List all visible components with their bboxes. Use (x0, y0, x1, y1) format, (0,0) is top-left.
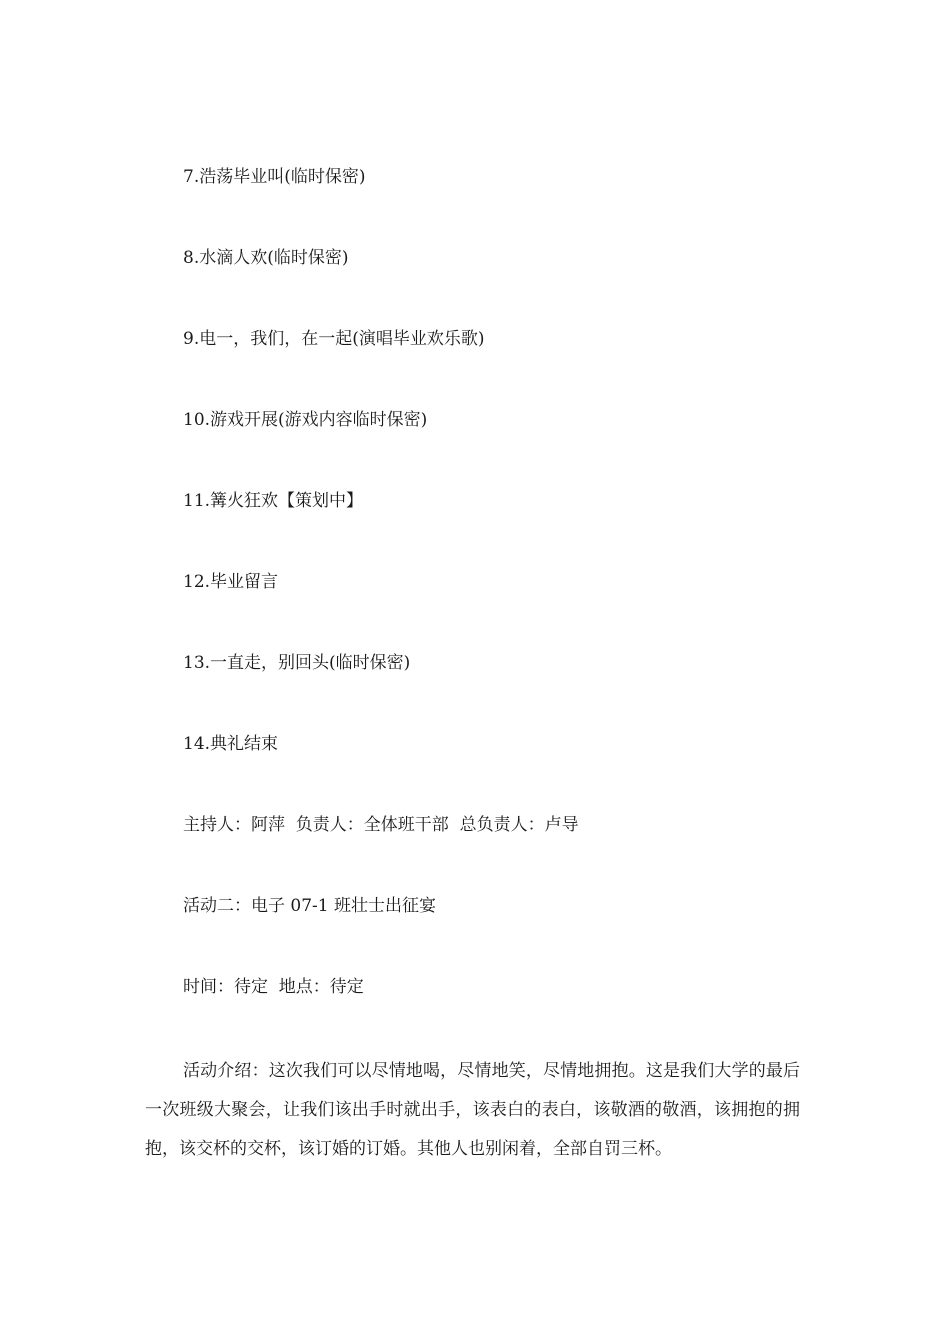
program-item-8: 8.水滴人欢(临时保密) (183, 248, 349, 268)
program-item-7: 7.浩荡毕业叫(临时保密) (183, 167, 366, 187)
time-place-line: 时间：待定 地点：待定 (183, 977, 364, 997)
staff-line: 主持人：阿萍 负责人：全体班干部 总负责人：卢导 (183, 815, 579, 835)
activity-title: 活动二：电子 07-1 班壮士出征宴 (183, 896, 436, 916)
program-item-9: 9.电一，我们，在一起(演唱毕业欢乐歌) (183, 329, 485, 349)
program-item-13: 13.一直走，别回头(临时保密) (183, 653, 411, 673)
program-item-11: 11.篝火狂欢【策划中】 (183, 491, 364, 511)
program-item-14: 14.典礼结束 (183, 734, 279, 754)
activity-intro-paragraph: 活动介绍：这次我们可以尽情地喝，尽情地笑，尽情地拥抱。这是我们大学的最后一次班级大聚会，让我们该出手时就出手，该表白的表白，该敬酒的敬酒，该拥抱的拥抱，该交杯的交杯，该订婚的订婚。其他人也别闲着，全部自罚三杯。 (145, 1061, 800, 1159)
program-item-10: 10.游戏开展(游戏内容临时保密) (183, 410, 428, 430)
program-item-12: 12.毕业留言 (183, 572, 279, 592)
